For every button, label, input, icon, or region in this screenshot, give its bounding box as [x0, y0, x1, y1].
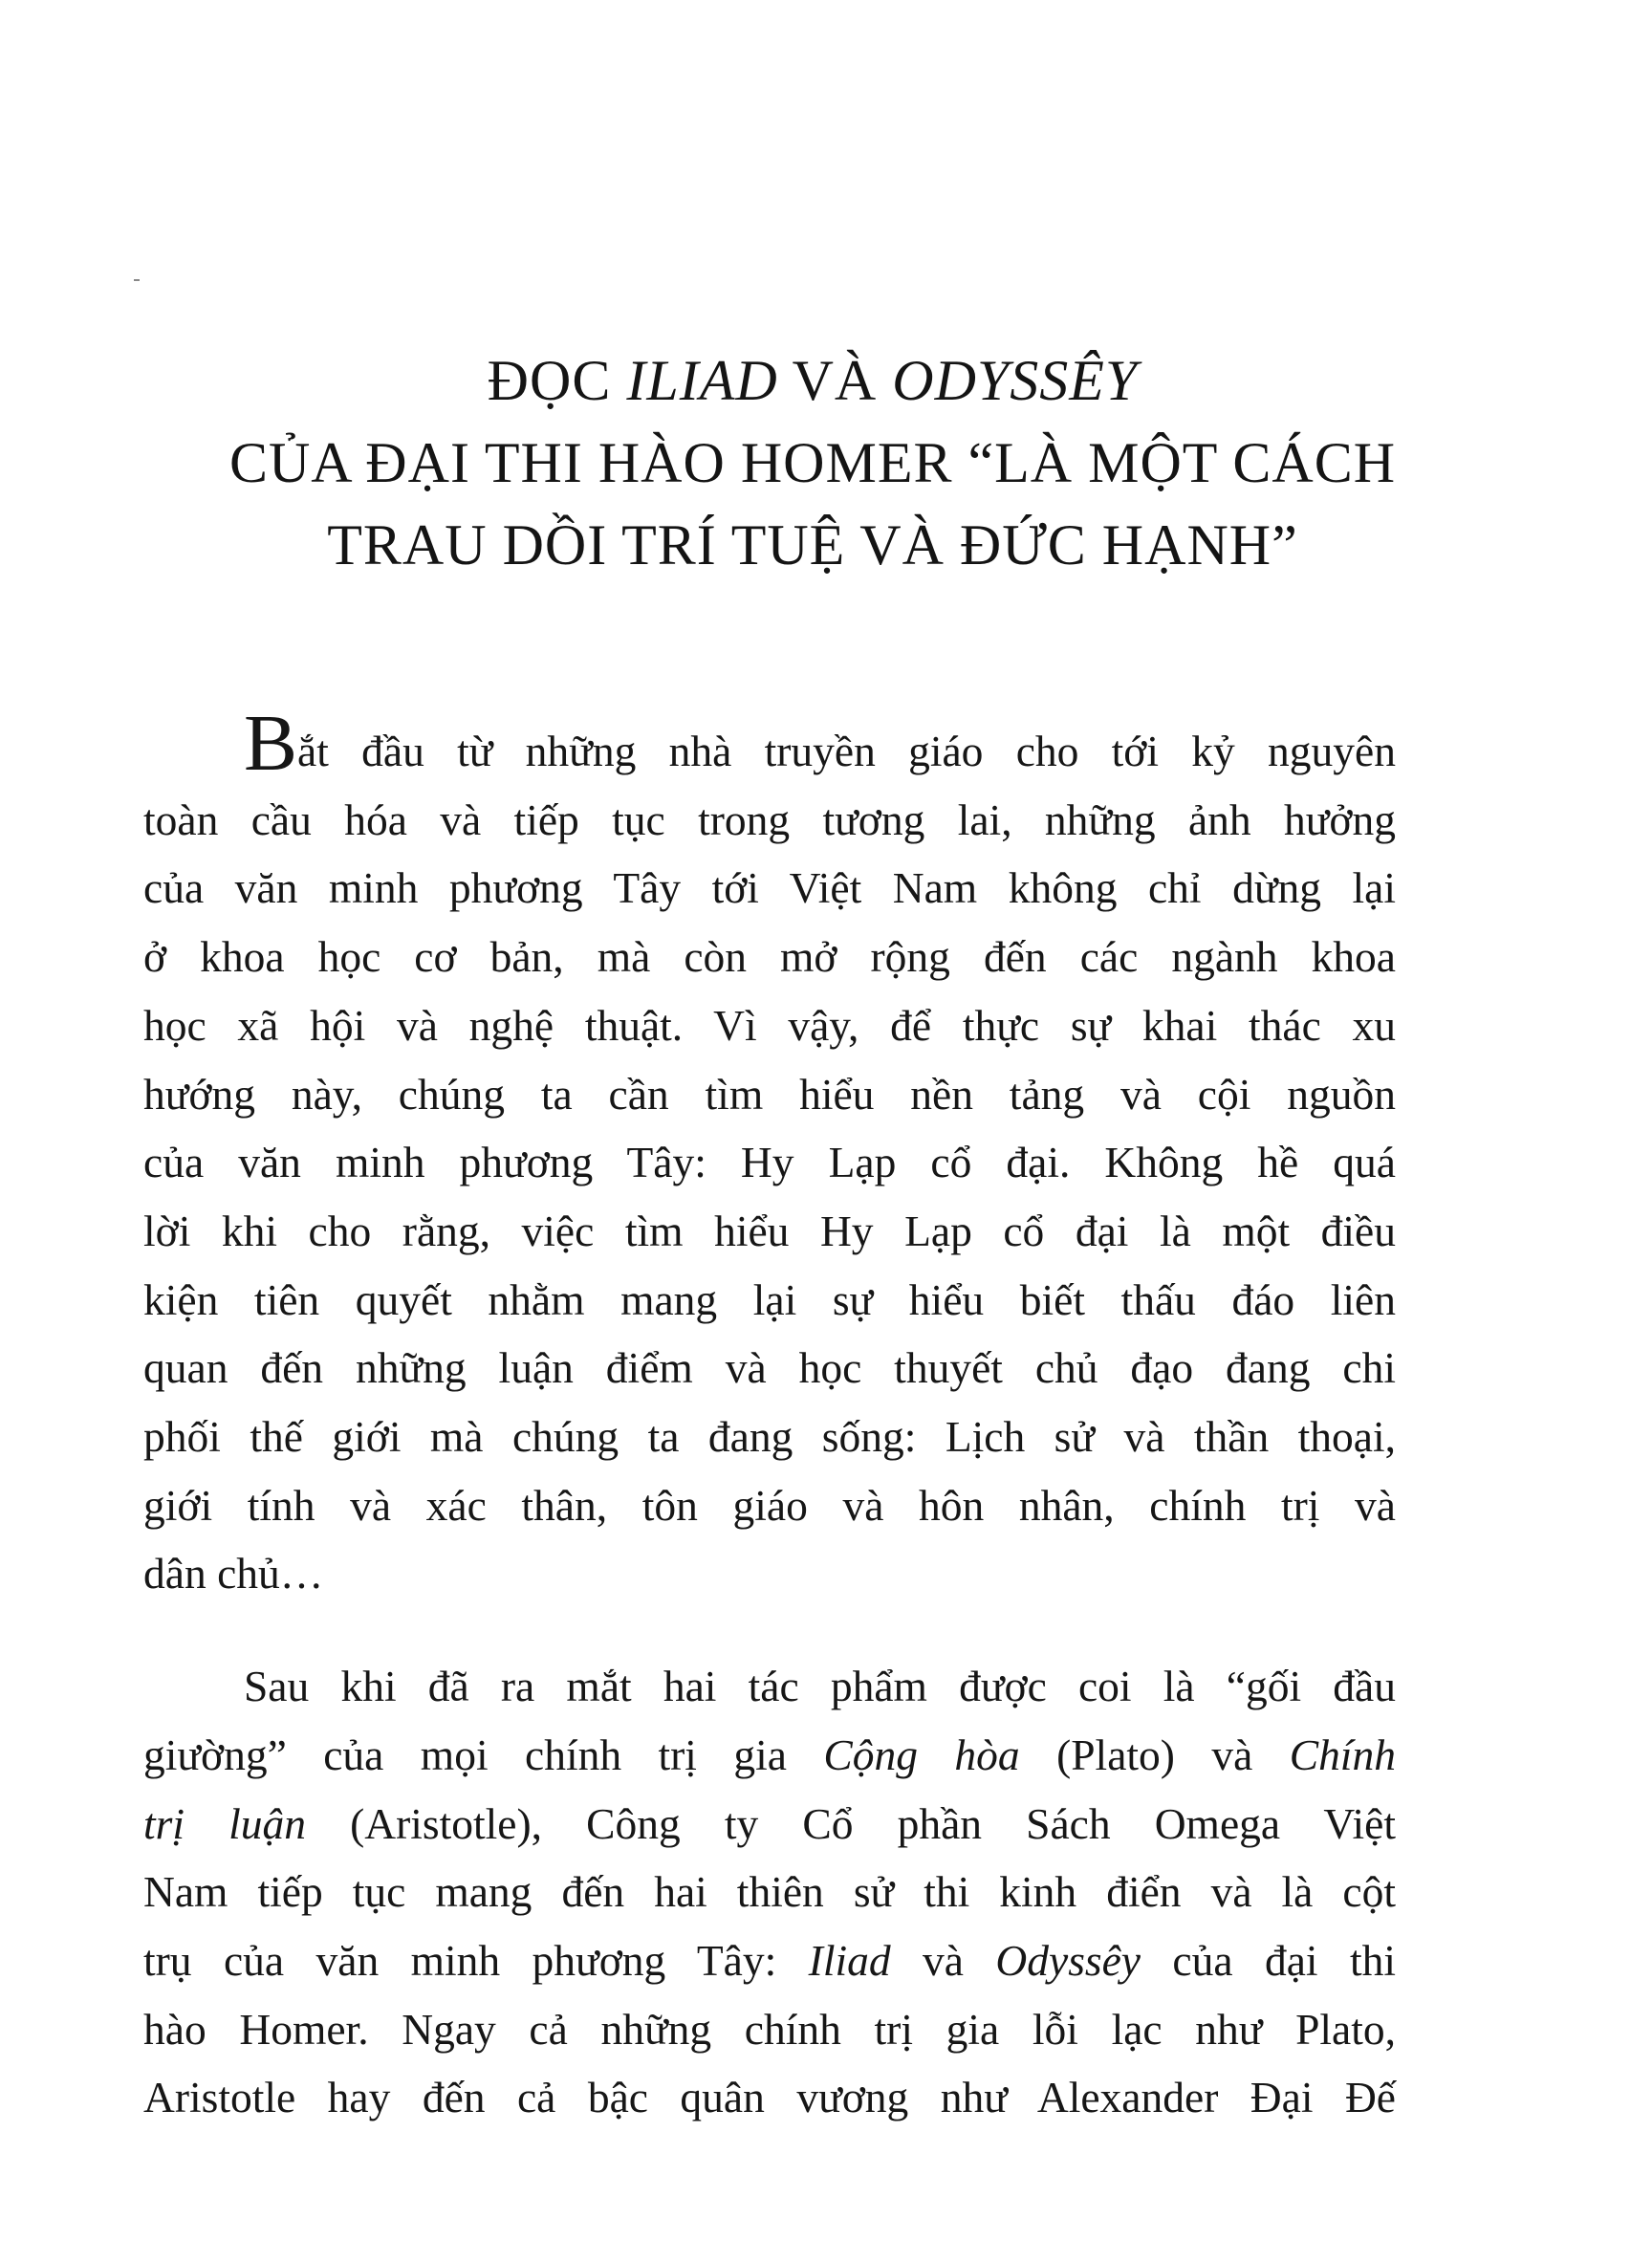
paragraph-1-line: toàn cầu hóa và tiếp tục trong tương lai, những ảnh hưởng [143, 794, 1396, 844]
title-line-2: CỦA ĐẠI THI HÀO HOMER “LÀ MỘT CÁCH [228, 431, 1397, 494]
title-italic-odyssey: ODYSSÊY [892, 349, 1139, 412]
title-line-3: TRAU DỒI TRÍ TUỆ VÀ ĐỨC HẠNH” [327, 513, 1298, 577]
paragraph-1-line: lời khi cho rằng, việc tìm hiểu Hy Lạp cổ đại là một điều [143, 1206, 1396, 1255]
paragraph-2-line: Sau khi đã ra mắt hai tác phẩm được coi là “gối đầu [244, 1662, 1396, 1711]
title-line-1: ĐỌC ILIAD VÀ ODYSSÊY [487, 349, 1139, 412]
paragraph-1-line: học xã hội và nghệ thuật. Vì vậy, để thực sự khai thác xu [143, 1000, 1396, 1050]
paragraph-1-line: của văn minh phương Tây: Hy Lạp cổ đại. Không hề quá [143, 1138, 1396, 1187]
paragraph-2 [143, 1652, 1396, 2132]
italic-iliad: Iliad [808, 1935, 891, 1985]
paragraph-2-line: trụ của văn minh phương Tây: Iliad và Odyssêy của đại thi [143, 1935, 1396, 1985]
italic-tri-luan: trị luận [143, 1798, 306, 1848]
paragraph-1-line: dân chủ… [143, 1549, 324, 1599]
italic-chinh: Chính [1289, 1730, 1396, 1779]
paragraph-1-line: ở khoa học cơ bản, mà còn mở rộng đến các ngành khoa [143, 932, 1396, 982]
paragraph-2-line: Aristotle hay đến cả bậc quân vương như Alexander Đại Đế [143, 2073, 1396, 2122]
paragraph-1-line: giới tính và xác thân, tôn giáo và hôn nhân, chính trị và [143, 1480, 1396, 1530]
scan-speck [134, 279, 140, 281]
title-italic-iliad: ILIAD [626, 349, 778, 412]
italic-cong-hoa: Cộng hòa [823, 1730, 1020, 1779]
paragraph-2-line: hào Homer. Ngay cả những chính trị gia lỗi lạc như Plato, [143, 2004, 1396, 2054]
paragraph-1-line: kiện tiên quyết nhằm mang lại sự hiểu biết thấu đáo liên [143, 1274, 1396, 1324]
paragraph-1-line: phối thế giới mà chúng ta đang sống: Lịch sử và thần thoại, [143, 1412, 1396, 1462]
paragraph-2-line: giường” của mọi chính trị gia Cộng hòa (Plato) và Chính [143, 1730, 1396, 1779]
body-text [143, 699, 1396, 2132]
paragraph-1 [143, 699, 1396, 1608]
paragraph-2-line: Nam tiếp tục mang đến hai thiên sử thi kinh điển và là cột [143, 1867, 1396, 1917]
drop-cap: B [244, 699, 298, 788]
paragraph-1-line: Bắt đầu từ những nhà truyền giáo cho tới kỷ nguyên [244, 699, 1396, 788]
paragraph-gap [143, 1608, 1396, 1652]
italic-odyssey: Odyssêy [995, 1935, 1141, 1985]
paragraph-1-line: hướng này, chúng ta cần tìm hiểu nền tảng và cội nguồn [143, 1069, 1396, 1119]
chapter-title [143, 339, 1482, 586]
paragraph-1-line: của văn minh phương Tây tới Việt Nam không chỉ dừng lại [143, 863, 1396, 913]
paragraph-1-line: quan đến những luận điểm và học thuyết chủ đạo đang chi [143, 1343, 1396, 1393]
paragraph-2-line: trị luận (Aristotle), Công ty Cổ phần Sách Omega Việt [143, 1798, 1396, 1848]
